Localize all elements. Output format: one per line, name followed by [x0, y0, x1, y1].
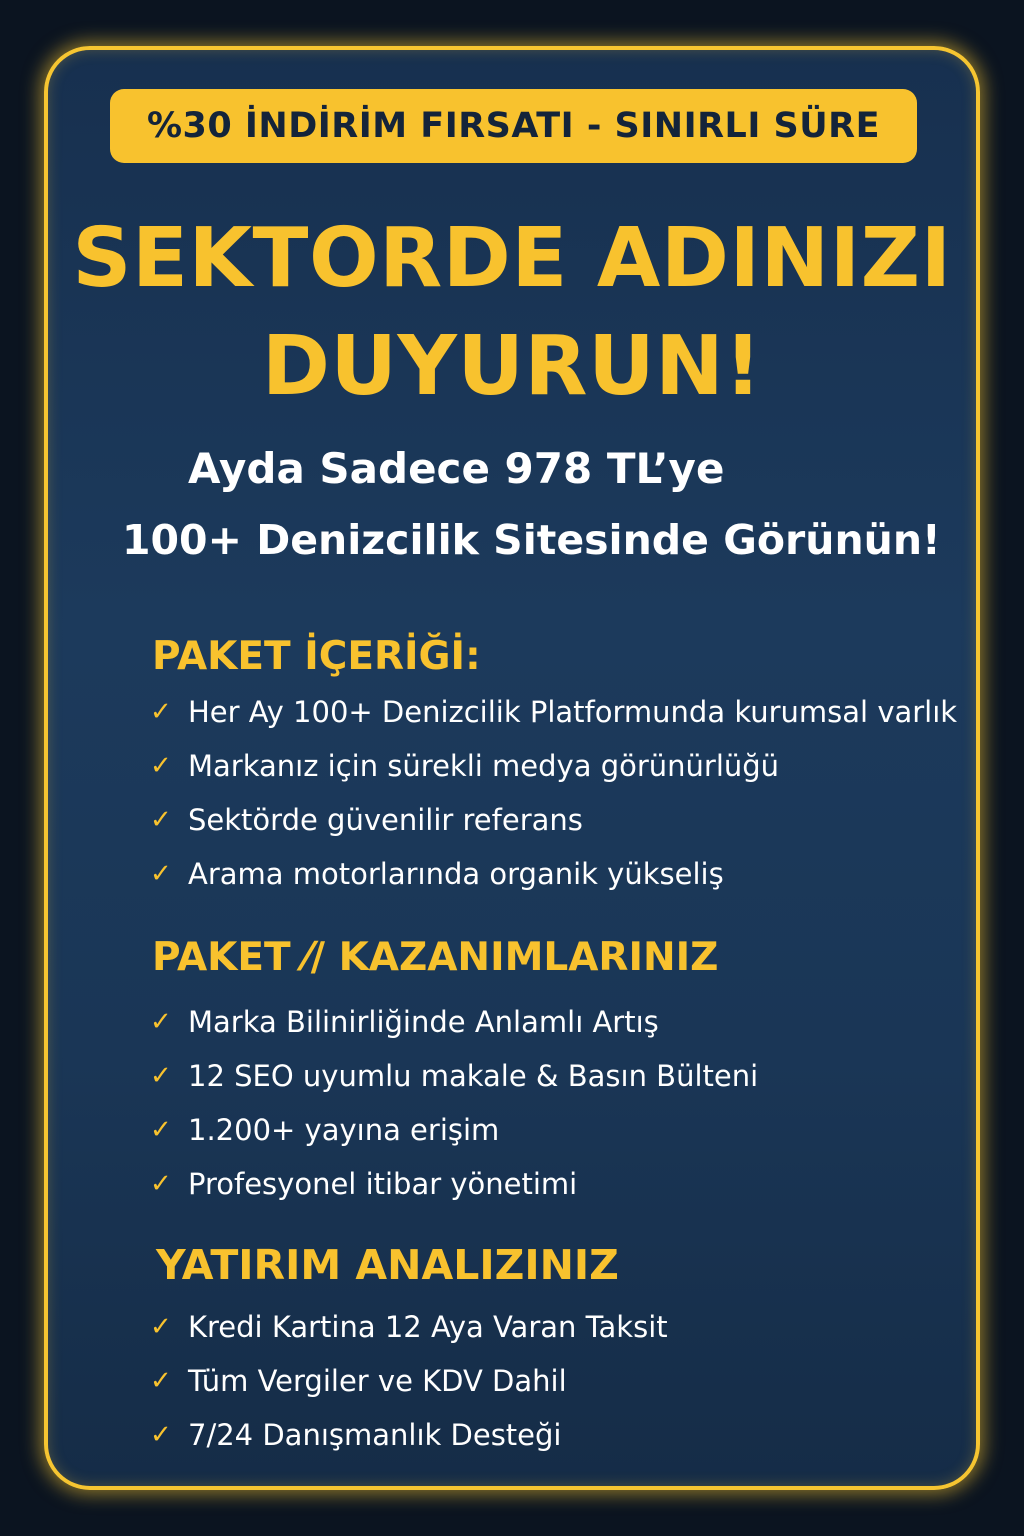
discount-badge: %30 İNDİRİM FIRSATI - SINIRLI SÜRE — [110, 89, 917, 163]
gains-list — [150, 995, 758, 1211]
section-title-gains: PAKET ⁄/ KAZANIMLARINIZ — [152, 935, 719, 980]
check-icon: ✓ — [150, 859, 172, 889]
check-icon: ✓ — [150, 1312, 172, 1342]
list-item — [150, 1408, 668, 1462]
list-item — [150, 685, 957, 739]
list-item — [150, 793, 957, 847]
section-title-investment: YATIRIM ANALIZINIZ — [156, 1241, 619, 1289]
list-item-label: Markanız için sürekli medya görünürlüğü — [188, 749, 780, 783]
list-item — [150, 739, 957, 793]
price-subheadline: Ayda Sadece 978 TL’ye — [188, 444, 725, 493]
section-title-package-content: PAKET İÇERİĞİ: — [152, 634, 481, 679]
check-icon: ✓ — [150, 751, 172, 781]
list-item — [150, 1103, 758, 1157]
list-item-label: 7/24 Danışmanlık Desteği — [188, 1418, 562, 1452]
list-item-label: Her Ay 100+ Denizcilik Platformunda kurumsal varlık — [188, 695, 958, 729]
list-item — [150, 1300, 668, 1354]
list-item-label: Profesyonel itibar yönetimi — [188, 1167, 578, 1201]
check-icon: ✓ — [150, 1420, 172, 1450]
list-item-label: Tüm Vergiler ve KDV Dahil — [188, 1364, 567, 1398]
check-icon: ✓ — [150, 805, 172, 835]
check-icon: ✓ — [150, 697, 172, 727]
list-item-label: Marka Bilinirliğinde Anlamlı Artış — [188, 1005, 659, 1039]
list-item-label: Sektörde güvenilir referans — [188, 803, 583, 837]
list-item — [150, 995, 758, 1049]
headline-line-1: SEKTORDE ADINIZI — [72, 211, 952, 306]
list-item — [150, 1157, 758, 1211]
headline-line-2: DUYURUN! — [261, 319, 763, 414]
check-icon: ✓ — [150, 1169, 172, 1199]
check-icon: ✓ — [150, 1366, 172, 1396]
list-item — [150, 1354, 668, 1408]
list-item-label: Arama motorlarında organik yükseliş — [188, 857, 724, 891]
check-icon: ✓ — [150, 1007, 172, 1037]
list-item — [150, 847, 957, 901]
list-item-label: 1.200+ yayına erişim — [188, 1113, 500, 1147]
list-item — [150, 1049, 758, 1103]
check-icon: ✓ — [150, 1115, 172, 1145]
package-content-list — [150, 685, 957, 901]
check-icon: ✓ — [150, 1061, 172, 1091]
list-item-label: 12 SEO uyumlu makale & Basın Bülteni — [188, 1059, 759, 1093]
list-item-label: Kredi Kartina 12 Aya Varan Taksit — [188, 1310, 668, 1344]
reach-subheadline: 100+ Denizcilik Sitesinde Görünün! — [122, 516, 941, 564]
investment-list — [150, 1300, 668, 1462]
